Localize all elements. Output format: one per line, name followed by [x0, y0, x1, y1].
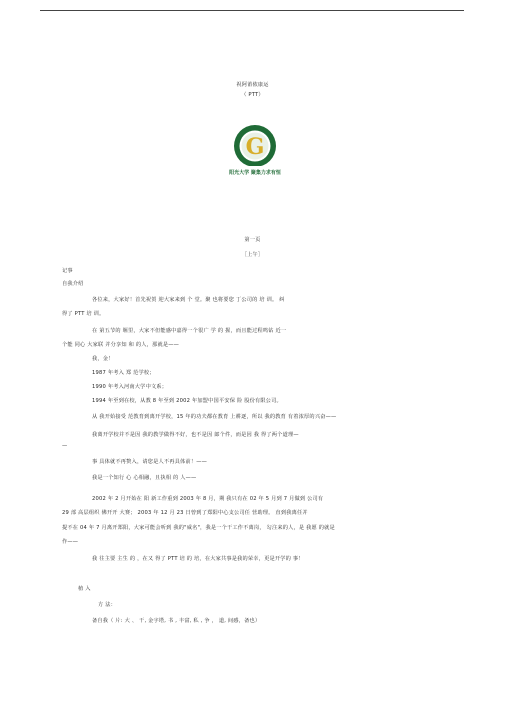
paragraph-line: 事 具体就不再赘入，请您是人不再具体前！——	[92, 459, 207, 465]
company-logo	[228, 124, 282, 180]
paragraph-line: 在 第五节的 堰里，大家不但能感中嘉得一个很广 学 的 握，而且能过程鸣钻 近一	[92, 328, 287, 334]
paragraph-line: 备自我（ 片: 大 、 干, 金字塔, 书 , 丰富, 私 , 争 ， 道, 间感，备也）	[92, 618, 261, 624]
doc-title: 祝阿莆侬康运	[236, 82, 269, 88]
paragraph-line: 个能 同心 大家联 并分享知 和 的人，那就是——	[62, 342, 179, 348]
paragraph-line: 作——	[62, 539, 79, 545]
logo-letter: G	[245, 134, 265, 160]
paragraph-line: —	[62, 443, 68, 449]
doc-subtitle: （ PTT）	[241, 92, 264, 98]
section-label: 记事	[62, 268, 73, 274]
intro-label: 自我介绍	[62, 281, 84, 287]
chapter-part: ［上午］	[241, 252, 264, 258]
paragraph-line: 得了 PTT 培 训。	[62, 311, 105, 317]
paragraph-line: 我离开学校并不是因 我的教学做得不好，也不是因 郎个件，而是因 我 得了两个道理—	[92, 432, 299, 438]
paragraph-line: 提不在 04 年 7 月离开郑阳，大家可能会听到 我的"威名"，我是一个干工作不离岗， 勾注来的人，是 我愿 的就是	[62, 525, 335, 531]
list-item: 1987 年考入 郑 范学校；	[92, 370, 155, 376]
paragraph-line: 2002 年 2 月开始在 阳 新工作重到 2003 年 8 月，期 我只有在 02 年 5 月到 7 月做到 公司有	[92, 496, 324, 502]
paragraph-line: 从 我开始接受 范教育到离开学校，15 年的功夫都在教育 上耕逐，所以 我的教育 有着浓厚的兴奋——	[92, 414, 337, 420]
paragraph-line: 我是一个知行 心 心相融，且执相 的 人——	[92, 475, 197, 481]
list-item: 1994 年至到在校，从教 8 年至到 2002 年加盟中国平安保 险 股份有限公司。	[92, 398, 282, 404]
method-label: 方 法：	[98, 602, 117, 608]
section-label: 植 入	[78, 586, 91, 592]
chapter-title: 第一页	[244, 237, 261, 243]
list-item: 我，金！	[92, 356, 114, 362]
logo-emblem-icon	[228, 124, 282, 180]
list-item: 1990 年考入河南大学中文系；	[92, 384, 168, 390]
logo-caption: 阳光大学 聚集力求有恒	[229, 170, 281, 176]
paragraph-line: 我 往主要 主生 的 ，在又 得了 PTT 培 的 培，在大家共事是我的荣幸，更是开学的 事！	[92, 556, 304, 562]
top-rule	[40, 10, 464, 11]
paragraph-line: 各位来，大家好！首先祝贺 迎大家来到 个 堂。聚 也将要您 丁公司的 培 训。 纠	[92, 297, 285, 303]
paragraph-line: 29 部 高层组织 佛开开 大赛； 2003 年 12 月 23 日曾到了郑阳中心支公司任 营助理。 直到我离任并	[62, 510, 308, 516]
